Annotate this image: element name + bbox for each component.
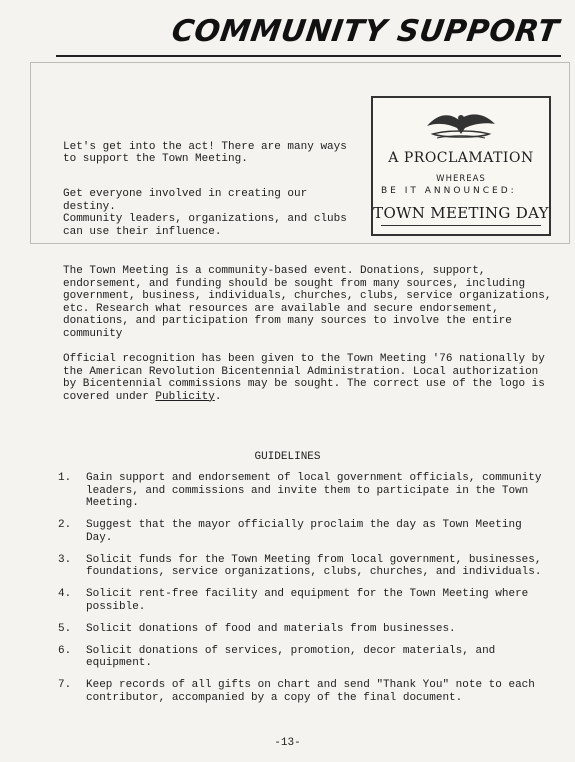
body-paragraph-1: The Town Meeting is a community-based event. Donations, support, endorsement, and funding should be sought from many sources, including government, business, individuals, churches, clubs, service organizations, etc. Research what resources are available and secure endorsement, donations, and participation from many sources to involve the entire community xyxy=(63,265,552,340)
item-number: 5. xyxy=(58,622,72,635)
item-text: Keep records of all gifts on chart and send "Thank You" note to each contributor, accompanied by a copy of the final document. xyxy=(86,679,535,704)
proclamation-underline xyxy=(381,225,541,226)
list-item xyxy=(58,623,548,636)
item-text: Solicit donations of food and materials from businesses. xyxy=(86,622,456,635)
item-number: 6. xyxy=(58,644,72,657)
list-item xyxy=(58,588,548,613)
proclamation-whereas: WHEREAS xyxy=(436,174,486,184)
eagle-icon xyxy=(423,104,499,144)
list-item xyxy=(58,519,548,544)
item-text: Suggest that the mayor officially proclaim the day as Town Meeting Day. xyxy=(86,519,522,544)
intro-text xyxy=(63,128,363,261)
body-paragraph-2-text: Official recognition has been given to the Town Meeting '76 nationally by the American Revolution Bicentennial Administration. Local authorization by Bicentennial commissions may be sought. The correct use of the logo is covered under xyxy=(63,353,545,403)
item-text: Gain support and endorsement of local government officials, community leaders, and commissions and invite them to participate in the Town Meeting. xyxy=(86,472,542,509)
proclamation-illustration xyxy=(371,96,551,236)
intro-line-1: Let's get into the act! There are many ways to support the Town Meeting. xyxy=(63,140,347,165)
title-rule xyxy=(56,55,561,57)
item-number: 1. xyxy=(58,472,72,484)
intro-line-2: Get everyone involved in creating our destiny. Community leaders, organizations, and clubs can use their influence. xyxy=(63,188,347,238)
item-text: Solicit rent-free facility and equipment for the Town Meeting where possible. xyxy=(86,588,529,613)
proclamation-announced: BE IT ANNOUNCED: xyxy=(381,186,517,196)
list-item xyxy=(58,679,548,704)
list-item xyxy=(58,645,548,670)
proclamation-title: A PROCLAMATION xyxy=(388,150,534,166)
list-item xyxy=(58,472,548,510)
body-paragraph-2 xyxy=(63,353,553,403)
body-paragraph-2-end: . xyxy=(214,390,222,403)
item-number: 2. xyxy=(58,519,72,531)
guidelines-list xyxy=(58,472,548,714)
page-title: COMMUNITY SUPPORT xyxy=(169,14,562,49)
item-text: Solicit donations of services, promotion, decor materials, and equipment. xyxy=(86,644,496,669)
publicity-reference: Publicity xyxy=(155,390,215,403)
proclamation-town-meeting-day: TOWN MEETING DAY xyxy=(373,204,549,222)
item-number: 3. xyxy=(58,553,72,566)
list-item xyxy=(58,554,548,579)
page-number: -13- xyxy=(274,737,301,749)
item-text: Solicit funds for the Town Meeting from local government, businesses, foundations, service organizations, clubs, churches, and individuals. xyxy=(86,553,542,578)
item-number: 4. xyxy=(58,588,72,600)
guidelines-heading: GUIDELINES xyxy=(254,451,321,463)
item-number: 7. xyxy=(58,679,72,691)
